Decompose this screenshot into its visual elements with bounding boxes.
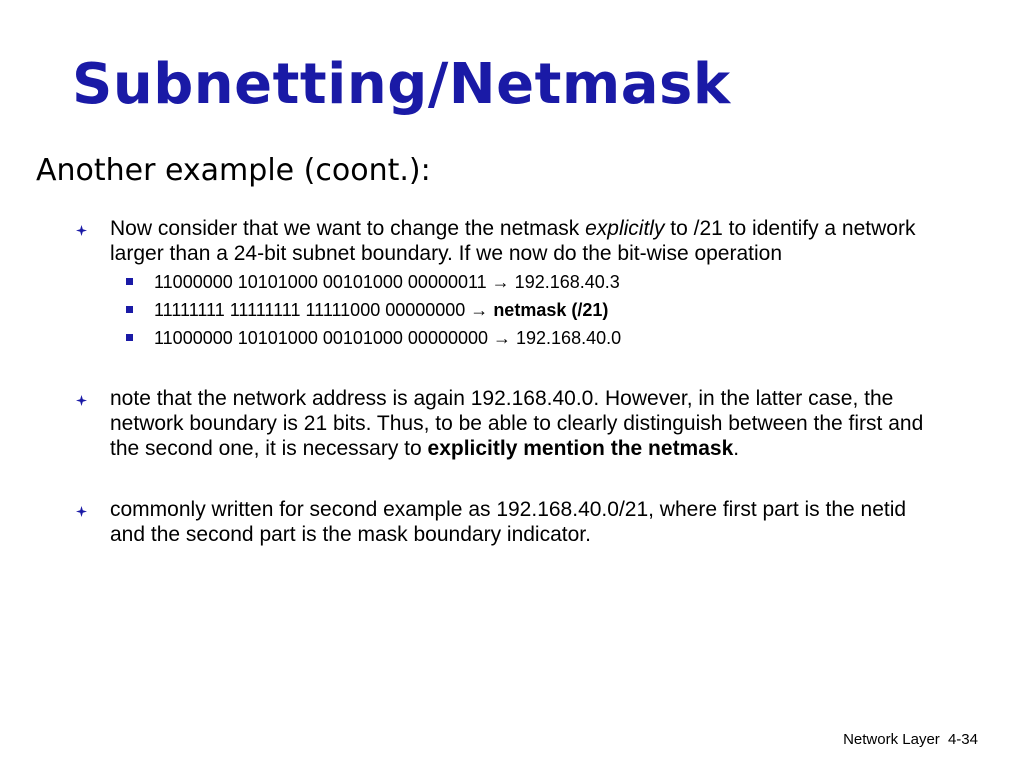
sub-item-1-text: 11000000 10101000 00101000 00000011 → 192.168.40.3: [154, 272, 620, 292]
diamond-bullet-icon: [76, 506, 87, 517]
bullet-1-italic: explicitly: [585, 217, 665, 240]
diamond-bullet-icon: [76, 395, 87, 406]
bullet-1-text-a: Now consider that we want to change the netmask: [110, 217, 586, 240]
bullet-list: [76, 216, 936, 547]
slide-title: Subnetting/Netmask: [72, 52, 731, 117]
diamond-bullet-icon: [76, 225, 87, 236]
bullet-2-text-b: .: [733, 437, 740, 460]
sub-bullet-item-1: [110, 268, 936, 296]
footer-label: Network Layer: [843, 731, 940, 748]
square-bullet-icon: [126, 334, 133, 341]
square-bullet-icon: [126, 306, 133, 313]
bullet-item-1: [76, 216, 936, 352]
sub-item-3-text: 11000000 10101000 00101000 00000000 → 192.168.40.0: [154, 328, 622, 348]
page-number: 4-34: [947, 731, 978, 748]
bullet-item-3: [76, 497, 936, 547]
slide-subtitle: Another example (coont.):: [36, 153, 431, 188]
sub-bullet-list: [110, 268, 936, 352]
sub-bullet-item-2: [110, 296, 936, 324]
bullet-3-text: commonly written for second example as 192.168.40.0/21, where first part is the netid and the second part is the mask boundary indicator.: [110, 498, 907, 546]
bullet-1-text-b: to /21 to identify a network larger than a 24-bit subnet boundary. If we now do the bit-wise operation: [110, 217, 916, 265]
bullet-item-2: [76, 386, 936, 461]
bullet-2-text-a: note that the network address is again 192.168.40.0. However, in the latter case, the network boundary is 21 bits. Thus, to be able to clearly distinguish between the first and the second one, it is necessary to: [110, 387, 924, 460]
square-bullet-icon: [126, 278, 133, 285]
slide-footer: [839, 731, 978, 748]
sub-item-2-bold: netmask (/21): [493, 300, 609, 320]
sub-item-2-text: 11111111 11111111 11111000 00000000 →: [154, 300, 494, 320]
bullet-2-bold: explicitly mention the netmask: [427, 437, 734, 460]
sub-bullet-item-3: [110, 324, 936, 352]
